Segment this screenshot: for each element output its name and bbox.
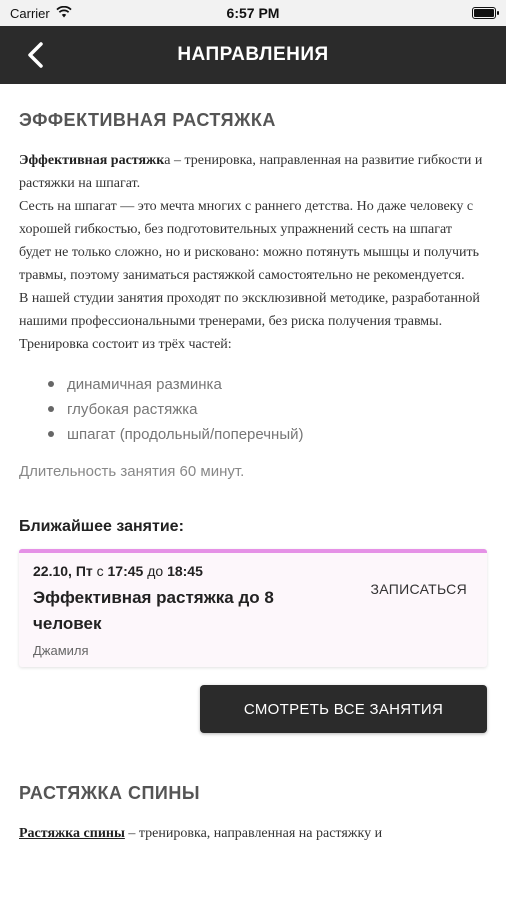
class-start-time: 17:45 [107,563,144,579]
view-all-classes-button[interactable]: СМОТРЕТЬ ВСЕ ЗАНЯТИЯ [200,685,487,733]
from-word: с [92,563,108,579]
class-name: Эффективная растяжка до 8 человек [33,588,274,633]
wifi-icon [56,6,72,21]
status-left [10,6,72,21]
list-item: динамичная разминка [45,372,487,397]
list-item: шпагат (продольный/поперечный) [45,422,487,447]
class-end-time: 18:45 [167,563,203,579]
workout-parts-list [45,372,487,447]
article-lead-rest: – тренировка, направленная на растяжку и [124,826,383,841]
class-date: 22.10, Пт [33,563,93,579]
class-time [33,563,473,579]
nearest-class-label: Ближайшее занятие: [19,518,184,535]
article-lead-rest: а – тренировка, направленная на развитие гибкости и растяжки на шпагат. [19,153,483,191]
status-time: 6:57 PM [226,5,280,21]
list-item: глубокая растяжка [45,397,487,422]
back-button[interactable] [18,38,52,72]
article-bold-lead: Эффективная растяжк [19,153,165,168]
navigation-bar [0,26,506,84]
page-title: НАПРАВЛЕНИЯ [177,44,329,65]
chevron-left-icon [26,42,44,68]
article-paragraph: Тренировка состоит из трёх частей: [19,337,232,352]
battery-icon [472,7,496,19]
article-paragraph: В нашей студии занятия проходят по эксклюзивной методике, разработанной нашими профессиональными тренерами, без риска получения травмы. [19,291,480,329]
main-content[interactable] [0,110,506,845]
article-text [19,822,487,845]
nearest-class-card[interactable] [19,549,487,667]
section-title: РАСТЯЖКА СПИНЫ [19,783,200,803]
article-paragraph: Сесть на шпагат — это мечта многих с раннего детства. Но даже человеку с хорошей гибкостью, без подготовительных упражнений сесть на шпагат будет не только сложно, но и рисковано: можно потянуть мышцы и получить травмы, поэтому заниматься растяжкой самостоятельно не рекомендуется. [19,199,480,283]
article-paragraph [19,149,487,195]
article-bold-lead: Растяжка спины [19,826,125,841]
article-text [19,149,487,356]
status-bar [0,0,506,26]
to-word: до [143,563,168,579]
signup-button[interactable]: ЗАПИСАТЬСЯ [370,581,467,597]
section-title: ЭФФЕКТИВНАЯ РАСТЯЖКА [19,110,276,130]
trainer-name: Джамиля [33,643,89,658]
duration-text: Длительность занятия 60 минут. [19,463,245,480]
article-paragraph [19,822,487,845]
carrier-label: Carrier [10,5,50,21]
